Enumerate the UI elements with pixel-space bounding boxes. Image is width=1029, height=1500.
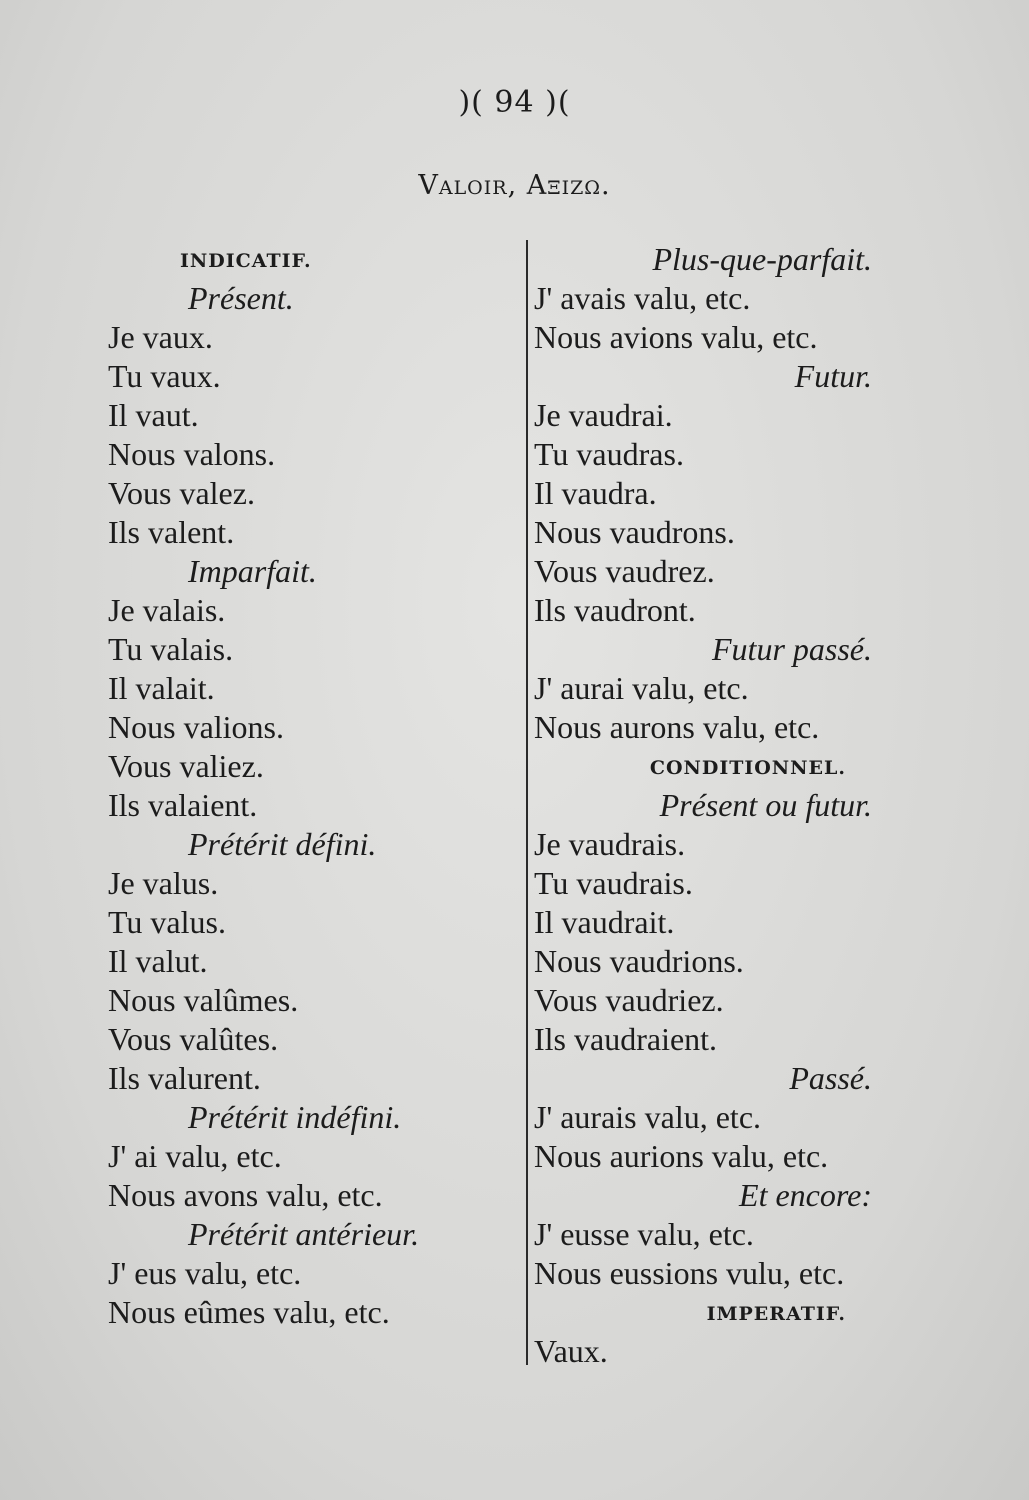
conjugation-line: Ils vaudraient. [534,1021,718,1057]
conjugation-line: Je vaudrai. [534,397,673,433]
conjugation-line: Ils valaient. [108,787,258,823]
tense-heading: Prétérit antérieur. [188,1216,420,1252]
conjugation-line: Il vaut. [108,397,199,433]
tense-heading: Futur passé. [712,631,872,667]
right-column [534,240,894,1371]
conjugation-line: Je valus. [108,865,219,901]
conjugation-line: J' eus valu, etc. [108,1255,302,1291]
conjugation-line: Nous eûmes valu, etc. [108,1294,390,1330]
left-column [108,240,508,1332]
conjugation-line: Nous avions valu, etc. [534,319,818,355]
conjugation-line: Vous vaudrez. [534,553,715,589]
conjugation-line: Tu vaudrais. [534,865,693,901]
conjugation-line: Nous vaudrons. [534,514,735,550]
page-title [0,170,1029,201]
conjugation-line: Tu vaudras. [534,436,684,472]
conjugation-line: J' aurai valu, etc. [534,670,749,706]
conjugation-line: J' ai valu, etc. [108,1138,282,1174]
conjugation-line: Je vaux. [108,319,213,355]
section-heading: CONDITIONNEL. [649,757,846,779]
conjugation-line: Vous vaudriez. [534,982,724,1018]
tense-heading: Passé. [789,1060,872,1096]
tense-heading: Présent ou futur. [659,787,872,823]
conjugation-line: J' avais valu, etc. [534,280,751,316]
conjugation-line: Tu valus. [108,904,226,940]
conjugation-line: Vous valiez. [108,748,264,784]
tense-heading: Présent. [188,280,294,316]
verb-title: Valoir, Αξιζω. [418,170,611,201]
conjugation-line: Je vaudrais. [534,826,686,862]
conjugation-line: Nous aurons valu, etc. [534,709,820,745]
conjugation-line: Il valut. [108,943,208,979]
conjugation-line: Ils vaudront. [534,592,696,628]
tense-heading: Plus-que-parfait. [652,241,872,277]
conjugation-line: Il vaudrait. [534,904,675,940]
tense-heading: Et encore: [739,1177,872,1213]
conjugation-line: Nous eussions vulu, etc. [534,1255,845,1291]
tense-heading: Prétérit indéfini. [188,1099,402,1135]
conjugation-line: Tu valais. [108,631,234,667]
conjugation-line: Nous avons valu, etc. [108,1177,383,1213]
conjugation-line: Nous aurions valu, etc. [534,1138,829,1174]
conjugation-line: Il vaudra. [534,475,657,511]
tense-heading: Prétérit défini. [188,826,377,862]
conjugation-line: Ils valurent. [108,1060,261,1096]
conjugation-line: Nous vaudrions. [534,943,744,979]
conjugation-line: Vaux. [534,1333,608,1369]
page-number: )( 94 )( [458,85,571,120]
conjugation-line: Vous valez. [108,475,255,511]
conjugation-line: Tu vaux. [108,358,221,394]
section-heading: INDICATIF. [180,250,312,272]
conjugation-line: Il valait. [108,670,215,706]
tense-heading: Futur. [794,358,872,394]
section-heading: IMPERATIF. [706,1303,846,1325]
conjugation-line: Ils valent. [108,514,235,550]
conjugation-line: Vous valûtes. [108,1021,279,1057]
column-divider [526,240,528,1365]
conjugation-line: Nous valions. [108,709,284,745]
tense-heading: Imparfait. [188,553,317,589]
conjugation-line: J' eusse valu, etc. [534,1216,754,1252]
conjugation-line: Nous valûmes. [108,982,299,1018]
conjugation-line: Je valais. [108,592,226,628]
conjugation-line: Nous valons. [108,436,276,472]
conjugation-line: J' aurais valu, etc. [534,1099,762,1135]
